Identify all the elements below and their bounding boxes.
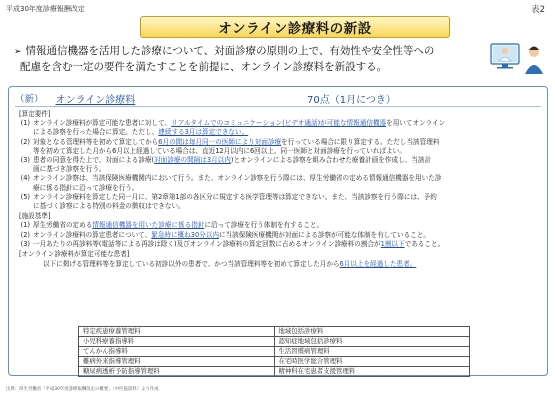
facility-item-3: (3) 一月あたりの再診料等(電話等による再診は除く)及びオンライン診療料の算定回数に占めるオンライン診療料の割合が1割以下であること。 [20,239,445,248]
facility-item-1: (1) 厚生労働省の定める情報通信機器を用いた診療に係る指針に沿って診療を行う体制を有すること。 [20,221,324,230]
facility-heading: [施設基準] [19,212,51,221]
table-cell: 地域包括診療料 [274,327,470,337]
arrow-bullet-icon: ➢ [14,47,22,57]
table-cell: 精神科在宅患者支援管理料 [274,367,470,377]
new-label: （新） [15,94,44,105]
online-consultation-illustration-icon [489,40,547,78]
requirement-item-3: (3) 患者の同意を得た上で、対面による診療(対面診療の間隔は3月以内)とオンラインによる診察を組み合わせた療養計画を作成し、当該計 画に基づき診察を行う。 [20,156,432,174]
table-cell: 小児科療養指導料 [79,337,275,347]
requirement-item-4: (4) オンライン診察は、当該保険医療機関内において行う。また、オンライン診察を行う際には、厚生労働省の定める情報通信機器を用いた診 療に係る指針に沿って診療を行う。 [20,174,442,192]
page-title: オンライン診療料の新設 [218,21,372,37]
eligible-fees-table [78,326,470,377]
fee-name: オンライン診療料 [55,94,136,106]
requirements-heading: [算定要件] [19,110,51,118]
table-row [79,327,470,337]
fee-points: 70点（1月につき） [307,94,396,106]
table-cell: 在宅時医学総合管理料 [274,357,470,367]
table-cell: 認知症地域包括診療料 [274,337,470,347]
facility-item-2: (2) オンライン診療料の算定患者について、緊急時に概ね30分以内に当該保険医療機関が対面による診察が可能な体制を有していること。 [20,230,430,239]
table-number-label: 表2 [531,5,545,15]
intro-line-2: 配慮を含む一定の要件を満たすことを前提に、オンライン診療料を新設する。 [20,61,388,73]
table-row [79,357,470,367]
table-row [79,367,470,377]
requirement-item-2: (2) 対象となる管理料等を初めて算定してから6月の間は毎月同一の医師により対面診療を行っている場合に限り算定する。ただし当該管理料 等を初めて算定した月から6月以上経過している場合は、直近12月以内に6回以上、同一医師と対面診療を行っていればよい。 [20,137,440,155]
intro-text [14,44,454,75]
title-banner [140,16,450,38]
table-cell: てんかん指導料 [79,347,275,357]
fee-header-row [15,90,541,107]
patients-heading: [オンライン診療料が算定可能な患者] [19,250,130,259]
table-row [79,337,470,347]
requirement-item-1: (1) オンライン診療料が算定可能な患者に対して、リアルタイムでのコミュニケーション(ビデオ通話)が可能な情報通信機器を用いてオンライン による診察を行った場合に算定。ただし、連続する3月は算定できない。 [20,119,446,137]
source-footnote: 出典：厚生労働省「平成30年度診療報酬改定の概要」（中医協資料）より作成 [6,387,159,392]
table-cell: 難病外来指導管理料 [79,357,275,367]
requirement-item-5: (5) オンライン診療料を算定した同一月に、第2章第1部の各区分に規定する医学管理等は算定できない。また、当該診察を行う際には、予約 に基づく診察による特別の料金の徴収はできない。 [20,192,437,211]
fee-content [19,109,543,269]
patients-description: 以下に掲げる管理料等を算定している初診以外の患者で、かつ当該管理料等を初めて算定した月から6月以上を経過した患者。 [43,260,417,269]
header-left-text: 平成30年度診療報酬改定 [6,5,85,13]
table-cell: 糖尿病透析予防指導管理料 [79,367,275,377]
table-cell: 生活習慣病管理料 [274,347,470,357]
intro-line-1: 情報通信機器を活用した診療について、対面診療の原則の上で、有効性や安全性等への [25,45,435,57]
table-row [79,347,470,357]
table-cell: 特定疾患療養管理料 [79,327,275,337]
